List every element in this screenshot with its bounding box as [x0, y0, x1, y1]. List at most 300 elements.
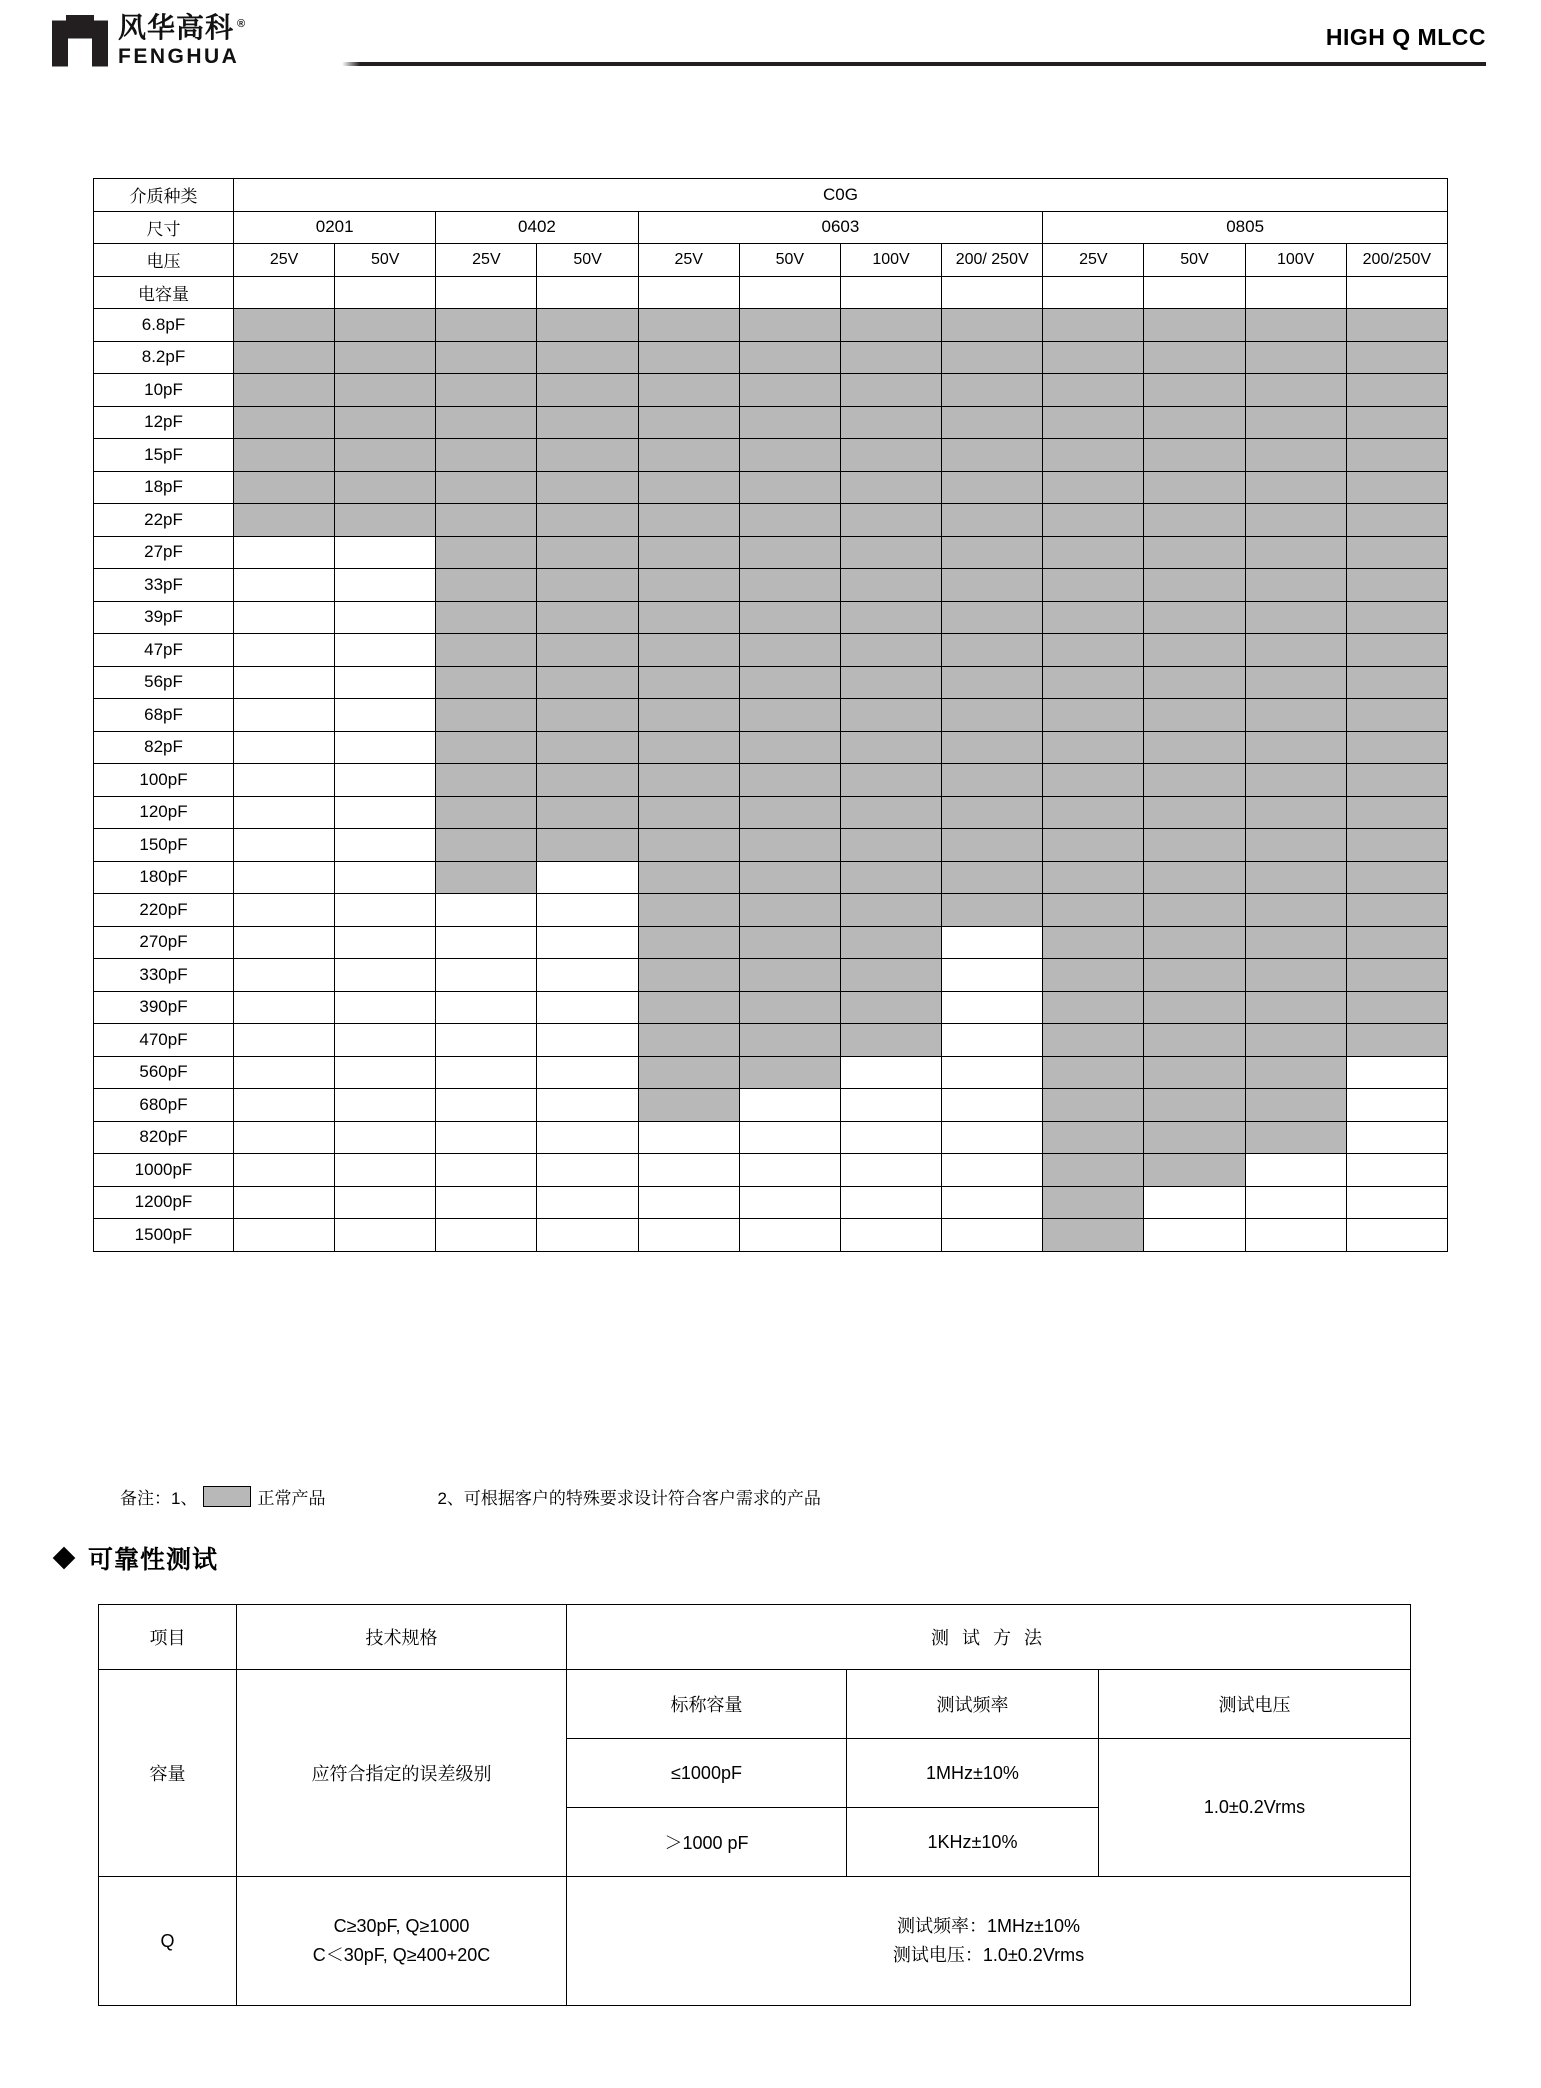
voltage-header-10: 100V — [1245, 244, 1346, 277]
availability-cell — [638, 439, 739, 472]
availability-cell — [638, 666, 739, 699]
availability-cell — [1043, 1089, 1144, 1122]
availability-cell — [1245, 1186, 1346, 1219]
availability-cell — [1043, 1024, 1144, 1057]
size-header-0201: 0201 — [234, 211, 436, 244]
capacitance-value-39pF: 39pF — [94, 601, 234, 634]
availability-cell — [840, 894, 941, 927]
availability-cell — [739, 796, 840, 829]
availability-cell — [1144, 991, 1245, 1024]
availability-cell — [1144, 1089, 1245, 1122]
availability-cell — [739, 406, 840, 439]
availability-cell — [1144, 471, 1245, 504]
availability-cell — [739, 861, 840, 894]
availability-cell — [1346, 406, 1447, 439]
availability-cell — [537, 1056, 638, 1089]
capacitance-value-390pF: 390pF — [94, 991, 234, 1024]
availability-cell — [739, 959, 840, 992]
size-header-0603: 0603 — [638, 211, 1043, 244]
availability-cell — [335, 569, 436, 602]
capacitance-value-470pF: 470pF — [94, 1024, 234, 1057]
size-header-0805: 0805 — [1043, 211, 1448, 244]
availability-cell — [335, 1024, 436, 1057]
capacitance-header-spacer — [436, 276, 537, 309]
availability-cell — [840, 634, 941, 667]
table-row — [94, 601, 1448, 634]
availability-cell — [638, 764, 739, 797]
availability-cell — [234, 406, 335, 439]
availability-cell — [335, 374, 436, 407]
availability-cell — [1245, 796, 1346, 829]
availability-cell — [739, 1056, 840, 1089]
availability-cell — [942, 374, 1043, 407]
reliability-section-heading — [56, 1540, 218, 1576]
availability-cell — [638, 601, 739, 634]
table-row — [94, 211, 1448, 244]
cap-frequency-2: 1KHz±10% — [847, 1808, 1099, 1877]
availability-cell — [1245, 1121, 1346, 1154]
availability-cell — [1245, 926, 1346, 959]
availability-cell — [840, 1024, 941, 1057]
availability-cell — [638, 569, 739, 602]
availability-cell — [840, 1121, 941, 1154]
availability-cell — [335, 829, 436, 862]
availability-cell — [234, 1121, 335, 1154]
availability-cell — [739, 926, 840, 959]
voltage-header-2: 25V — [436, 244, 537, 277]
availability-cell — [638, 1121, 739, 1154]
table-row — [94, 926, 1448, 959]
availability-cell — [1245, 341, 1346, 374]
col-header-method: 测 试 方 法 — [567, 1605, 1411, 1670]
availability-cell — [942, 764, 1043, 797]
availability-cell — [739, 991, 840, 1024]
availability-cell — [840, 1186, 941, 1219]
table-row — [94, 764, 1448, 797]
availability-cell — [335, 536, 436, 569]
availability-cell — [1245, 374, 1346, 407]
size-label: 尺寸 — [94, 211, 234, 244]
capacitance-table — [93, 178, 1448, 1252]
availability-cell — [1245, 406, 1346, 439]
availability-cell — [436, 666, 537, 699]
capacitance-header-spacer — [638, 276, 739, 309]
availability-cell — [1144, 861, 1245, 894]
capacitance-value-27pF: 27pF — [94, 536, 234, 569]
reliability-table — [98, 1604, 1411, 2006]
availability-cell — [1245, 894, 1346, 927]
availability-cell — [840, 796, 941, 829]
availability-cell — [335, 861, 436, 894]
availability-cell — [1245, 439, 1346, 472]
availability-cell — [234, 1056, 335, 1089]
subheader-test-frequency: 测试频率 — [847, 1670, 1099, 1739]
availability-cell — [1144, 1154, 1245, 1187]
availability-cell — [1346, 504, 1447, 537]
availability-cell — [942, 1154, 1043, 1187]
availability-cell — [942, 829, 1043, 862]
capacitance-value-330pF: 330pF — [94, 959, 234, 992]
table-row — [94, 1186, 1448, 1219]
availability-cell — [436, 1219, 537, 1252]
availability-cell — [840, 1089, 941, 1122]
availability-cell — [1043, 309, 1144, 342]
availability-cell — [234, 1089, 335, 1122]
availability-cell — [840, 471, 941, 504]
voltage-header-4: 25V — [638, 244, 739, 277]
availability-cell — [739, 536, 840, 569]
availability-cell — [1245, 504, 1346, 537]
availability-cell — [537, 309, 638, 342]
availability-cell — [234, 764, 335, 797]
availability-cell — [638, 731, 739, 764]
availability-cell — [638, 406, 739, 439]
availability-cell — [739, 699, 840, 732]
availability-cell — [1245, 731, 1346, 764]
availability-cell — [1346, 764, 1447, 797]
availability-cell — [1043, 439, 1144, 472]
cap-nominal-2: ＞1000 pF — [567, 1808, 847, 1877]
availability-cell — [1346, 959, 1447, 992]
table-row — [94, 1154, 1448, 1187]
capacitance-header-spacer — [234, 276, 335, 309]
availability-cell — [436, 699, 537, 732]
availability-cell — [436, 406, 537, 439]
availability-cell — [638, 991, 739, 1024]
availability-cell — [840, 341, 941, 374]
availability-cell — [436, 861, 537, 894]
availability-cell — [1346, 699, 1447, 732]
availability-cell — [436, 634, 537, 667]
table-row — [94, 666, 1448, 699]
availability-cell — [942, 309, 1043, 342]
availability-cell — [638, 374, 739, 407]
availability-cell — [1346, 1089, 1447, 1122]
availability-cell — [1245, 666, 1346, 699]
availability-cell — [1346, 731, 1447, 764]
availability-cell — [1346, 861, 1447, 894]
table-row — [94, 634, 1448, 667]
availability-cell — [537, 1089, 638, 1122]
availability-cell — [436, 926, 537, 959]
availability-cell — [436, 341, 537, 374]
availability-cell — [942, 634, 1043, 667]
availability-cell — [942, 504, 1043, 537]
availability-cell — [234, 439, 335, 472]
availability-cell — [739, 1219, 840, 1252]
availability-cell — [1043, 634, 1144, 667]
availability-cell — [1245, 764, 1346, 797]
q-spec-line-2: C＜30pF, Q≥400+20C — [312, 1945, 491, 1965]
availability-cell — [436, 894, 537, 927]
availability-cell — [1144, 1186, 1245, 1219]
table-row — [94, 341, 1448, 374]
col-header-item: 项目 — [99, 1605, 237, 1670]
table-row — [94, 536, 1448, 569]
availability-cell — [335, 666, 436, 699]
availability-cell — [739, 731, 840, 764]
table-row — [94, 1056, 1448, 1089]
availability-cell — [234, 1219, 335, 1252]
capacitance-value-680pF: 680pF — [94, 1089, 234, 1122]
availability-cell — [234, 1186, 335, 1219]
availability-cell — [1144, 926, 1245, 959]
capacitance-label: 电容量 — [94, 276, 234, 309]
availability-cell — [1346, 829, 1447, 862]
availability-cell — [537, 406, 638, 439]
availability-cell — [1346, 536, 1447, 569]
availability-cell — [436, 601, 537, 634]
availability-cell — [1245, 309, 1346, 342]
capacitance-value-120pF: 120pF — [94, 796, 234, 829]
subheader-test-voltage: 测试电压 — [1099, 1670, 1411, 1739]
availability-cell — [1043, 1056, 1144, 1089]
col-header-spec: 技术规格 — [237, 1605, 567, 1670]
voltage-header-6: 100V — [840, 244, 941, 277]
availability-cell — [1043, 926, 1144, 959]
availability-cell — [1144, 959, 1245, 992]
availability-cell — [1346, 634, 1447, 667]
availability-cell — [942, 1056, 1043, 1089]
capacitance-value-1000pF: 1000pF — [94, 1154, 234, 1187]
legend-swatch-icon — [203, 1486, 251, 1507]
capacitance-value-8.2pF: 8.2pF — [94, 341, 234, 374]
capacitance-value-560pF: 560pF — [94, 1056, 234, 1089]
availability-cell — [1144, 666, 1245, 699]
availability-cell — [537, 796, 638, 829]
availability-cell — [739, 504, 840, 537]
voltage-header-8: 25V — [1043, 244, 1144, 277]
availability-cell — [1144, 341, 1245, 374]
availability-cell — [537, 959, 638, 992]
availability-cell — [335, 1154, 436, 1187]
availability-cell — [942, 439, 1043, 472]
availability-cell — [1144, 374, 1245, 407]
availability-cell — [942, 406, 1043, 439]
logo-chinese-name: 风华高科 ® — [118, 12, 247, 43]
availability-cell — [537, 894, 638, 927]
availability-cell — [335, 1219, 436, 1252]
availability-cell — [1043, 1219, 1144, 1252]
availability-cell — [537, 634, 638, 667]
availability-cell — [1144, 829, 1245, 862]
row-label-q: Q — [99, 1877, 237, 2006]
availability-cell — [942, 601, 1043, 634]
capacitance-value-68pF: 68pF — [94, 699, 234, 732]
availability-cell — [638, 309, 739, 342]
capacitance-value-1200pF: 1200pF — [94, 1186, 234, 1219]
q-spec-value — [237, 1877, 567, 2006]
availability-cell — [942, 731, 1043, 764]
availability-cell — [840, 829, 941, 862]
availability-cell — [739, 309, 840, 342]
availability-cell — [335, 471, 436, 504]
capacitance-value-220pF: 220pF — [94, 894, 234, 927]
availability-cell — [942, 991, 1043, 1024]
availability-cell — [1043, 1186, 1144, 1219]
availability-cell — [335, 1089, 436, 1122]
voltage-header-0: 25V — [234, 244, 335, 277]
capacitance-value-15pF: 15pF — [94, 439, 234, 472]
availability-cell — [1346, 471, 1447, 504]
availability-cell — [1245, 861, 1346, 894]
availability-cell — [1144, 699, 1245, 732]
availability-cell — [1346, 341, 1447, 374]
availability-cell — [537, 374, 638, 407]
availability-cell — [234, 959, 335, 992]
table-row — [94, 179, 1448, 212]
capacitance-value-1500pF: 1500pF — [94, 1219, 234, 1252]
availability-cell — [537, 829, 638, 862]
capacitance-value-18pF: 18pF — [94, 471, 234, 504]
availability-cell — [1043, 959, 1144, 992]
table-notes — [120, 1484, 821, 1509]
table-row — [94, 406, 1448, 439]
availability-cell — [739, 471, 840, 504]
availability-cell — [942, 926, 1043, 959]
availability-cell — [1144, 1024, 1245, 1057]
logo-text — [118, 14, 246, 67]
availability-cell — [1043, 406, 1144, 439]
availability-cell — [638, 829, 739, 862]
availability-cell — [840, 666, 941, 699]
q-method-value — [567, 1877, 1411, 2006]
voltage-header-1: 50V — [335, 244, 436, 277]
capacitance-header-spacer — [335, 276, 436, 309]
availability-cell — [1043, 1121, 1144, 1154]
capacitance-header-spacer — [942, 276, 1043, 309]
table-row — [94, 439, 1448, 472]
capacitance-header-spacer — [739, 276, 840, 309]
availability-cell — [234, 666, 335, 699]
availability-cell — [1043, 374, 1144, 407]
availability-cell — [234, 634, 335, 667]
availability-cell — [638, 1024, 739, 1057]
availability-cell — [739, 601, 840, 634]
availability-cell — [1346, 1121, 1447, 1154]
availability-cell — [335, 764, 436, 797]
availability-cell — [537, 991, 638, 1024]
availability-cell — [1043, 471, 1144, 504]
availability-cell — [1245, 991, 1346, 1024]
table-row — [94, 276, 1448, 309]
capacitance-value-82pF: 82pF — [94, 731, 234, 764]
availability-cell — [234, 829, 335, 862]
availability-cell — [335, 1121, 436, 1154]
availability-cell — [537, 926, 638, 959]
header-divider — [360, 62, 1486, 66]
availability-cell — [436, 569, 537, 602]
availability-cell — [436, 1089, 537, 1122]
availability-cell — [739, 634, 840, 667]
availability-cell — [335, 439, 436, 472]
availability-cell — [942, 1186, 1043, 1219]
availability-cell — [537, 764, 638, 797]
availability-cell — [1144, 731, 1245, 764]
cap-test-voltage: 1.0±0.2Vrms — [1099, 1739, 1411, 1877]
table-row — [94, 829, 1448, 862]
table-row — [94, 731, 1448, 764]
note-normal-product: 正常产品 — [257, 1489, 326, 1508]
availability-cell — [1346, 439, 1447, 472]
availability-cell — [1245, 829, 1346, 862]
availability-cell — [234, 1024, 335, 1057]
availability-cell — [1245, 959, 1346, 992]
availability-cell — [234, 796, 335, 829]
availability-cell — [1043, 829, 1144, 862]
availability-cell — [335, 341, 436, 374]
page-header — [0, 0, 1541, 84]
availability-cell — [436, 796, 537, 829]
availability-cell — [537, 536, 638, 569]
availability-cell — [1245, 1219, 1346, 1252]
availability-cell — [1346, 1219, 1447, 1252]
availability-cell — [942, 699, 1043, 732]
availability-cell — [1144, 634, 1245, 667]
availability-cell — [436, 1154, 537, 1187]
page-title: HIGH Q MLCC — [1325, 24, 1486, 50]
table-row — [94, 991, 1448, 1024]
availability-cell — [537, 1186, 638, 1219]
availability-cell — [234, 374, 335, 407]
availability-cell — [335, 406, 436, 439]
availability-cell — [537, 601, 638, 634]
availability-cell — [942, 1219, 1043, 1252]
note-prefix: 备注：1、 — [120, 1489, 198, 1508]
capacitance-value-150pF: 150pF — [94, 829, 234, 862]
availability-cell — [942, 1121, 1043, 1154]
availability-cell — [840, 1056, 941, 1089]
capacitance-header-spacer — [537, 276, 638, 309]
availability-cell — [1346, 1154, 1447, 1187]
availability-cell — [1043, 894, 1144, 927]
availability-cell — [436, 536, 537, 569]
capacitance-value-180pF: 180pF — [94, 861, 234, 894]
availability-cell — [335, 959, 436, 992]
availability-cell — [840, 959, 941, 992]
capacitance-header-spacer — [1144, 276, 1245, 309]
availability-cell — [1144, 796, 1245, 829]
availability-cell — [638, 926, 739, 959]
availability-cell — [739, 666, 840, 699]
availability-cell — [942, 569, 1043, 602]
availability-cell — [1144, 309, 1245, 342]
table-row — [94, 504, 1448, 537]
table-row — [94, 699, 1448, 732]
table-row — [94, 861, 1448, 894]
availability-cell — [840, 601, 941, 634]
diamond-bullet-icon — [53, 1547, 76, 1570]
availability-cell — [537, 861, 638, 894]
availability-cell — [537, 731, 638, 764]
availability-cell — [335, 601, 436, 634]
table-row — [94, 374, 1448, 407]
q-spec-line-1: C≥30pF, Q≥1000 — [333, 1916, 470, 1937]
availability-cell — [638, 341, 739, 374]
availability-cell — [234, 926, 335, 959]
availability-cell — [1144, 894, 1245, 927]
availability-cell — [234, 601, 335, 634]
availability-cell — [335, 731, 436, 764]
availability-cell — [1144, 601, 1245, 634]
availability-cell — [436, 309, 537, 342]
table-row — [94, 569, 1448, 602]
availability-cell — [537, 341, 638, 374]
availability-cell — [942, 341, 1043, 374]
availability-cell — [1245, 1089, 1346, 1122]
availability-cell — [739, 1024, 840, 1057]
voltage-header-5: 50V — [739, 244, 840, 277]
